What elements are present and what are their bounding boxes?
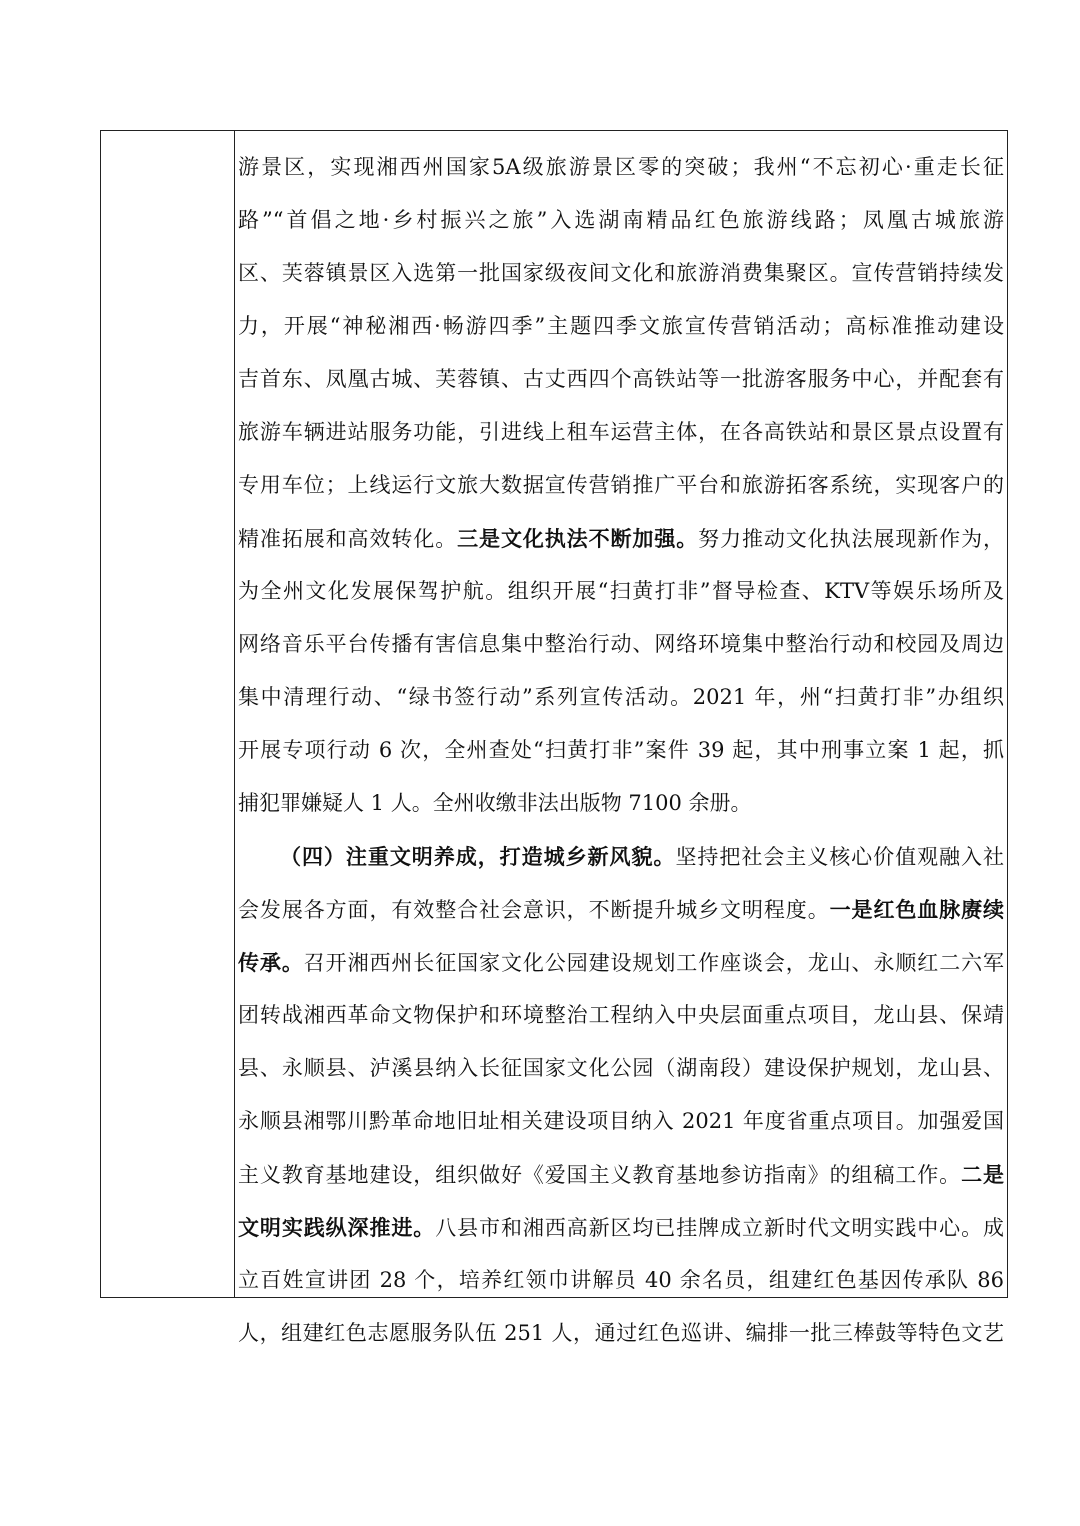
table-left-cell (101, 131, 235, 1297)
text-line (238, 724, 1004, 777)
body-text: 精准拓展和高效转化。 (238, 527, 458, 551)
bold-heading-text: 三是文化执法不断加强。 (457, 526, 699, 551)
text-line (238, 830, 1004, 883)
body-text: 会发展各方面，有效整合社会意识，不断提升城乡文明程度。 (238, 898, 830, 922)
text-line (238, 141, 1004, 194)
text-line (238, 1201, 1004, 1254)
text-line (238, 989, 1004, 1042)
bold-heading-text: （四）注重文明养成，打造城乡新风貌。 (280, 844, 676, 869)
bold-heading-text: 文明实践纵深推进。 (238, 1215, 436, 1240)
body-text: 永顺县湘鄂川黔革命地旧址相关建设项目纳入 2021 年度省重点项目。加强爱国 (238, 1109, 1004, 1133)
text-line (238, 406, 1004, 459)
text-line (238, 565, 1004, 618)
text-line (238, 1254, 1004, 1307)
body-text: 路”“首倡之地·乡村振兴之旅”入选湖南精品红色旅游线路；凤凰古城旅游 (238, 208, 1004, 232)
body-text: 专用车位；上线运行文旅大数据宣传营销推广平台和旅游拓客系统，实现客户的 (238, 473, 1004, 497)
body-text: 为全州文化发展保驾护航。组织开展“扫黄打非”督导检查、KTV等娱乐场所及 (238, 579, 1004, 603)
body-text: 游景区，实现湘西州国家5A级旅游景区零的突破；我州“不忘初心·重走长征 (238, 155, 1004, 179)
text-line (238, 883, 1004, 936)
bold-heading-text: 一是红色血脉赓续 (829, 897, 1004, 922)
text-line (238, 512, 1004, 565)
body-text: 开展专项行动 6 次，全州查处“扫黄打非”案件 39 起，其中刑事立案 1 起，抓 (238, 738, 1004, 762)
text-line (238, 777, 1004, 830)
body-text: 区、芙蓉镇景区入选第一批国家级夜间文化和旅游消费集聚区。宣传营销持续发 (238, 261, 1004, 285)
body-text: 县、永顺县、泸溪县纳入长征国家文化公园（湖南段）建设保护规划，龙山县、 (238, 1056, 1004, 1080)
body-text: 集中清理行动、“绿书签行动”系列宣传活动。2021 年，州“扫黄打非”办组织 (238, 685, 1004, 709)
body-text: 吉首东、凤凰古城、芙蓉镇、古丈西四个高铁站等一批游客服务中心，并配套有 (238, 367, 1004, 391)
body-text: 立百姓宣讲团 28 个，培养红领巾讲解员 40 余名员，组建红色基因传承队 86 (238, 1268, 1004, 1292)
body-text: 努力推动文化执法展现新作为， (698, 527, 1004, 551)
body-text: 人，组建红色志愿服务队伍 251 人，通过红色巡讲、编排一批三棒鼓等特色文艺 (238, 1321, 1004, 1345)
body-text: 网络音乐平台传播有害信息集中整治行动、网络环境集中整治行动和校园及周边 (238, 632, 1004, 656)
text-line (238, 1042, 1004, 1095)
text-line (238, 194, 1004, 247)
content-table (100, 130, 1008, 1345)
body-text: 坚持把社会主义核心价值观融入社 (675, 845, 1004, 869)
body-text: 团转战湘西革命文物保护和环境整治工程纳入中央层面重点项目，龙山县、保靖 (238, 1003, 1004, 1027)
text-line (238, 618, 1004, 671)
body-text: 旅游车辆进站服务功能，引进线上租车运营主体，在各高铁站和景区景点设置有 (238, 420, 1004, 444)
text-line (238, 1307, 1004, 1360)
text-line (238, 936, 1004, 989)
bold-heading-text: 传承。 (238, 950, 304, 975)
body-text: 力，开展“神秘湘西·畅游四季”主题四季文旅宣传营销活动；高标准推动建设 (238, 314, 1004, 338)
body-text: 八县市和湘西高新区均已挂牌成立新时代文明实践中心。成 (435, 1216, 1004, 1240)
body-text: 捕犯罪嫌疑人 1 人。全州收缴非法出版物 7100 余册。 (238, 791, 752, 815)
text-line (238, 1148, 1004, 1201)
bold-heading-text: 二是 (961, 1162, 1004, 1187)
text-line (238, 300, 1004, 353)
text-line (238, 247, 1004, 300)
table-text-cell (235, 131, 1007, 1345)
text-line (238, 459, 1004, 512)
body-text: 召开湘西州长征国家文化公园建设规划工作座谈会，龙山、永顺红二六军 (303, 951, 1004, 975)
body-text: 主义教育基地建设，组织做好《爱国主义教育基地参访指南》的组稿工作。 (238, 1163, 962, 1187)
text-line (238, 353, 1004, 406)
text-line (238, 671, 1004, 724)
text-line (238, 1095, 1004, 1148)
